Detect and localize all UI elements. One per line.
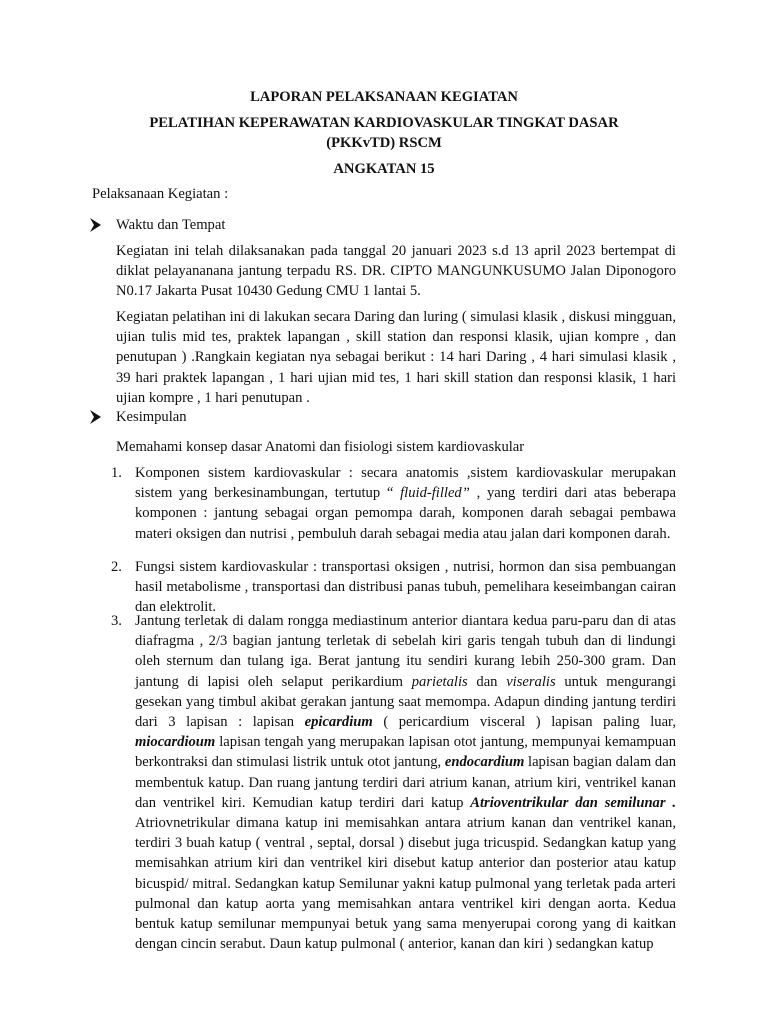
text-run: , yang terdiri dari atas beberapa komponen : jantung sebagai organ pemompa darah, komponen darah sebagai pembawa materi oksigen dan nutrisi , pembuluh darah sebagai media atau jalan dari komponen darah. — [135, 485, 676, 542]
text-run: Komponen sistem kardiovaskular : secara anatomis ,sistem kardiovaskular merupakan sistem yang berkesinambungan, tertutup “ — [135, 465, 676, 502]
italic-term: parietalis — [411, 673, 468, 690]
intro-label: Pelaksanaan Kegiatan : — [92, 186, 229, 202]
text-run: lapisan tengah yang merupakan lapisan otot jantung, mempunyai kemampuan berkontraksi dan stimulasi listrik untuk otot jantung, — [135, 734, 676, 771]
batch-title: ANGKATAN 15 — [333, 161, 435, 177]
bullet-time-place-label: Waktu dan Tempat — [116, 217, 226, 233]
activity-paragraph: Kegiatan pelatihan ini di lakukan secara Daring dan luring ( simulasi klasik , diskusi mingguan, ujian tulis mid tes, praktek lapangan , skill station dan responsi klasik, ujian kompre , dan penutupan ) .Rangkain kegiatan nya sebagai berikut : 14 hari Daring , 4 hari simulasi klasik , 39 hari praktek lapangan , 1 hari ujian mid tes, 1 hari skill station dan responsi klasik, 1 hari ujian kompre , 1 hari penutupan . — [116, 309, 676, 406]
bold-italic-term: miocardioum — [135, 734, 216, 751]
text-run: dan — [467, 673, 507, 690]
list-item-text: Fungsi sistem kardiovaskular : transportasi oksigen , nutrisi, hormon dan sisa pembuangan hasil metabolisme , transportasi dan distribusi panas tubuh, pemelihara keseimbangan cairan dan elektrolit. — [135, 559, 676, 616]
training-title — [0, 113, 768, 153]
text-run: Jantung terletak di dalam rongga mediastinum anterior diantara kedua paru-paru dan di atas diafragma , 2/3 bagian jantung terletak di sebelah kiri garis tengah tubuh dan di lindungi oleh sternum dan tulang iga. Berat jantung itu sendiri kurang lebih 250-300 gram. Dan jantung di lapisi oleh selaput perikardium — [135, 613, 676, 690]
training-title-line1: PELATIHAN KEPERAWATAN KARDIOVASKULAR TINGKAT DASAR — [149, 115, 619, 131]
report-title: LAPORAN PELAKSANAAN KEGIATAN — [250, 89, 518, 105]
training-title-line2: (PKKvTD) RSCM — [326, 135, 442, 151]
list-item-text — [135, 463, 676, 544]
text-run: untuk mengurangi gesekan yang timbul akibat gerakan jantung saat memompa. Adapun dinding jantung terdiri dari 3 lapisan : lapisan — [135, 673, 677, 731]
italic-term: viseralis — [506, 673, 556, 690]
text-run: Atriovnetrikular dimana katup ini memisahkan antara atrium kanan dan ventrikel kanan, terdiri 3 buah katup ( ventral , septal, dorsal ) disebut juga tricuspid. Sedangkan katup yang memisahkan atrium kiri dan ventrikel kiri disebut katup anterior dan posterior atau katup bicuspid/ mitral. Sedangkan katup Semilunar yakni katup pulmonal yang terletak pada arteri pulmonal dan katup aorta yang memisahkan antara ventrikel kiri dengan aorta. Kedua bentuk katup semilunar mempunyai betuk yang sama menyerupai corong yang di kaitkan dengan cincin serabut. Daun katup pulmonal ( anterior, kanan dan kiri ) sedangkan katup — [135, 815, 676, 953]
bold-italic-term: epicardium — [304, 714, 373, 731]
list-item-number: 2. — [111, 559, 122, 575]
italic-term: fluid-filled” — [400, 485, 470, 502]
text-run: lapisan bagian dalam dan membentuk katup. Dan ruang jantung terdiri dari atrium kanan, atrium kiri, ventrikel kanan dan ventrikel kiri. Kemudian katup terdiri dari katup — [135, 754, 677, 811]
bullet-conclusion-label: Kesimpulan — [116, 409, 187, 425]
text-run: ( pericardium visceral ) lapisan paling luar, — [372, 714, 676, 731]
bold-italic-term: Atrioventrikular dan semilunar . — [470, 794, 676, 811]
list-item-number: 1. — [111, 465, 122, 481]
list-item-number: 3. — [111, 613, 122, 629]
list-item-text — [135, 611, 676, 954]
bold-italic-term: endocardium — [444, 754, 525, 771]
time-place-paragraph: Kegiatan ini telah dilaksanakan pada tanggal 20 januari 2023 s.d 13 april 2023 bertempat di diklat pelayananana jantung terpadu RS. DR. CIPTO MANGUNKUSUMO Jalan Diponogoro N0.17 Jakarta Pusat 10430 Gedung CMU 1 lantai 5. — [116, 243, 676, 300]
conclusion-lead: Memahami konsep dasar Anatomi dan fisiologi sistem kardiovaskular — [116, 439, 525, 455]
